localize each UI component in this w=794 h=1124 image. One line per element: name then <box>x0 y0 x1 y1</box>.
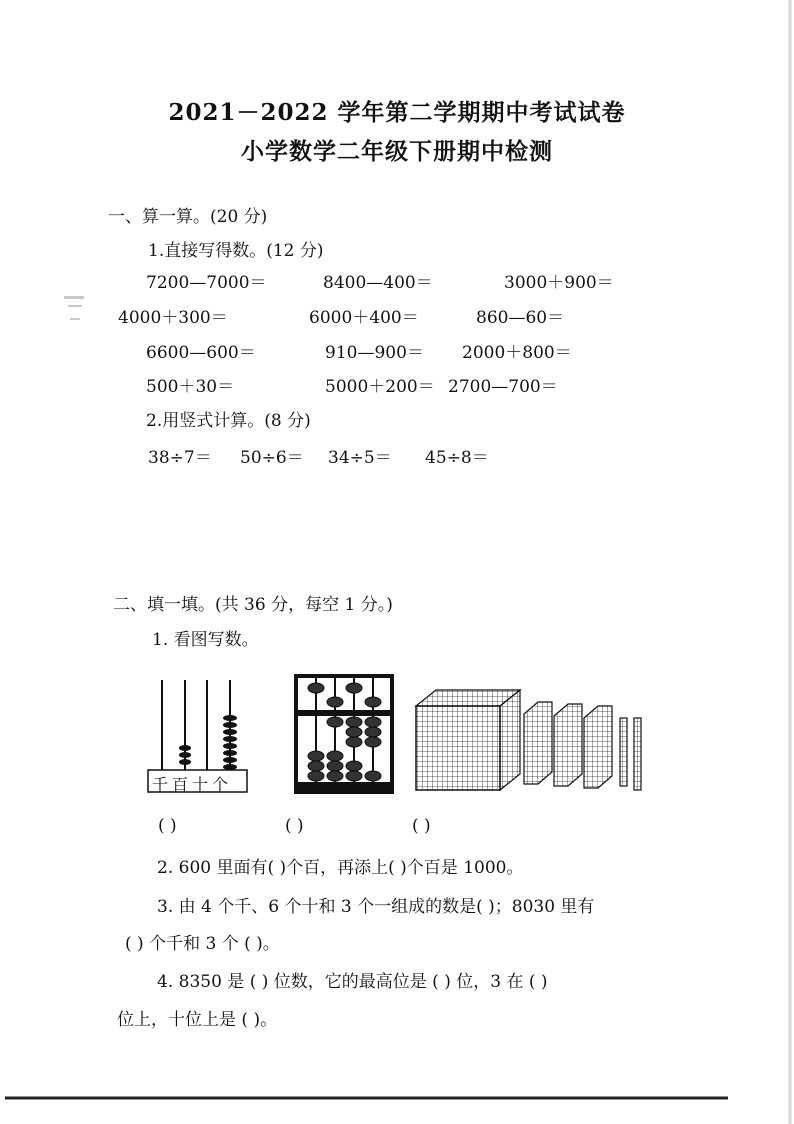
calc-item: 7200—7000＝ <box>146 273 267 293</box>
section1-q1-label: 1.直接写得数。(12 分) <box>148 241 324 261</box>
calc-item: 6000＋400＝ <box>309 308 419 328</box>
section2-q2: 2. 600 里面有( )个百，再添上( )个百是 1000。 <box>157 858 524 878</box>
section2-q3-line1: 3. 由 4 个千、6 个十和 3 个一组成的数是( )；8030 里有 <box>157 897 595 917</box>
label-thousands: 千 <box>152 775 173 794</box>
section2-q3-line2: ( ) 个千和 3 个 ( )。 <box>125 934 280 954</box>
section1-heading: 一、算一算。(20 分) <box>108 207 268 227</box>
label-hundreds: 百 <box>172 775 193 794</box>
calc-item: 2000＋800＝ <box>462 343 572 363</box>
place-value-labels <box>152 772 232 795</box>
answer-blank[interactable]: ( ) <box>285 816 304 836</box>
division-item: 34÷5＝ <box>328 448 392 468</box>
calc-item: 500＋30＝ <box>146 377 235 397</box>
label-ones: 个 <box>212 775 233 794</box>
answer-blank[interactable]: ( ) <box>412 816 431 836</box>
base-ten-blocks-figure <box>412 686 652 796</box>
section2-q4-line1: 4. 8350 是 ( ) 位数，它的最高位是 ( ) 位，3 在 ( ) <box>157 972 548 992</box>
page-subtitle: 小学数学二年级下册期中检测 <box>241 138 553 165</box>
calc-item: 860—60＝ <box>476 308 565 328</box>
page-title: 2021－2022 学年第二学期期中考试试卷 <box>168 99 626 126</box>
calc-item: 2700—700＝ <box>448 377 558 397</box>
section2-q4-line2: 位上，十位上是 ( )。 <box>117 1010 278 1030</box>
section2-q1-label: 1. 看图写数。 <box>152 630 259 650</box>
calc-item: 6600—600＝ <box>146 343 256 363</box>
division-item: 38÷7＝ <box>148 448 212 468</box>
abacus-figure <box>294 674 394 794</box>
calc-item: 910—900＝ <box>325 343 424 363</box>
division-item: 50÷6＝ <box>240 448 304 468</box>
section1-q2-label: 2.用竖式计算。(8 分) <box>146 411 311 431</box>
division-item: 45÷8＝ <box>425 448 489 468</box>
calc-item: 3000＋900＝ <box>504 273 614 293</box>
calc-item: 4000＋300＝ <box>118 308 228 328</box>
section2-heading: 二、填一填。(共 36 分，每空 1 分。) <box>113 595 393 615</box>
calc-item: 8400—400＝ <box>323 273 433 293</box>
answer-blank[interactable]: ( ) <box>158 816 177 836</box>
calc-item: 5000＋200＝ <box>325 377 435 397</box>
label-tens: 十 <box>192 775 213 794</box>
